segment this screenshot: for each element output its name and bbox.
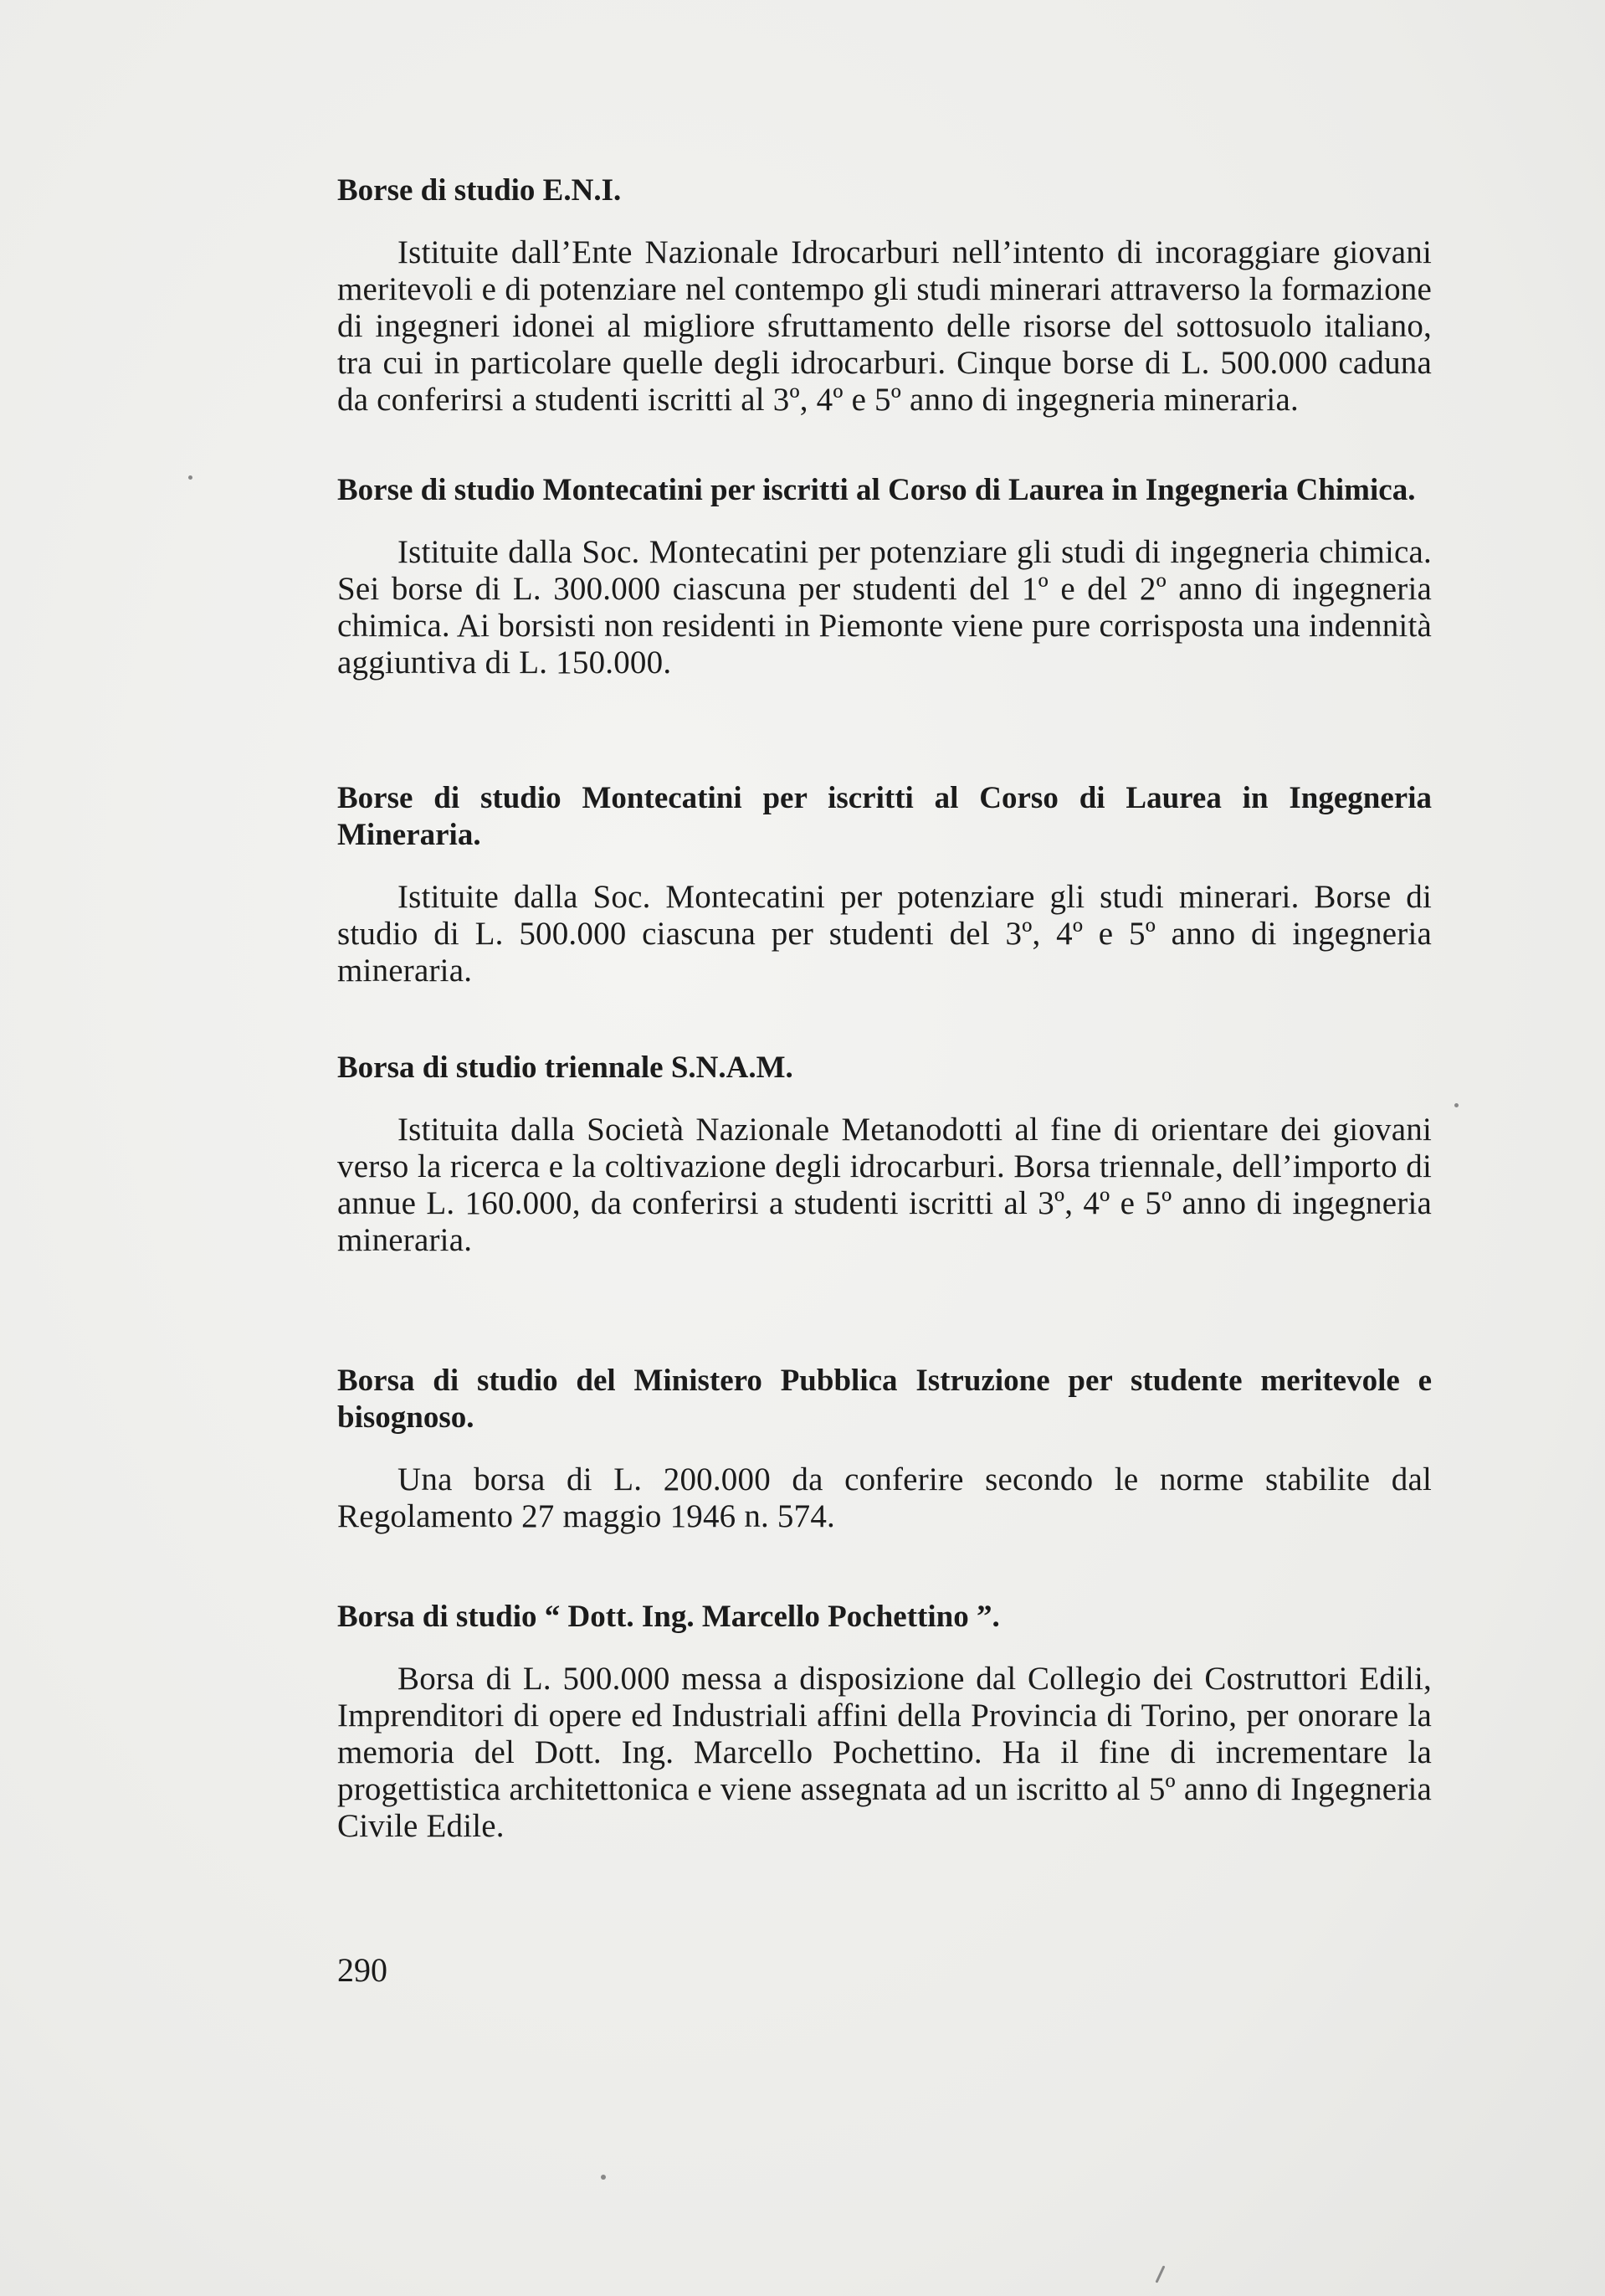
section-paragraph: Una borsa di L. 200.000 da conferire secondo le norme stabilite dal Regolamento 27 maggio 1946 n. 574. [337, 1461, 1432, 1534]
paper-speck [1454, 1103, 1459, 1107]
section-heading: Borse di studio Montecatini per iscritti al Corso di Laurea in Ingegneria Chimica. [337, 473, 1416, 507]
document-body [337, 172, 1432, 1845]
section-eni-scholarships [337, 172, 1432, 419]
section-pochettino-scholarship [337, 1599, 1432, 1845]
paper-speck [1155, 2265, 1165, 2283]
paper-speck [601, 2175, 606, 2180]
spacer [337, 989, 1432, 1050]
section-paragraph: Istituite dalla Soc. Montecatini per potenziare gli studi di ingegneria chimica. Sei borse di L. 300.000 ciascuna per studenti del 1º e del 2º anno di ingegneria chimica. Ai borsisti non residenti in Piemonte viene pure corrisposta una indennità aggiuntiva di L. 150.000. [337, 534, 1432, 681]
spacer [337, 1535, 1432, 1599]
section-heading: Borse di studio Montecatini per iscritti al Corso di Laurea in Ingegneria Mineraria. [337, 781, 1432, 852]
spacer [337, 681, 1432, 780]
section-ministry-scholarship [337, 1363, 1432, 1535]
section-heading: Borse di studio E.N.I. [337, 173, 622, 208]
section-heading: Borsa di studio del Ministero Pubblica Istruzione per studente meritevole e bisognoso. [337, 1364, 1432, 1435]
section-montecatini-chemical [337, 472, 1432, 681]
section-paragraph: Borsa di L. 500.000 messa a disposizione dal Collegio dei Costruttori Edili, Imprenditori di opere ed Industriali affini della Provincia di Torino, per onorare la memoria del Dott. Ing. Marcello Pochettino. Ha il fine di incrementare la progettistica architettonica e viene assegnata ad un iscritto al 5º anno di Ingegneria Civile Edile. [337, 1661, 1432, 1844]
section-paragraph: Istituite dalla Soc. Montecatini per potenziare gli studi minerari. Borse di studio di L. 500.000 ciascuna per studenti del 3º, 4º e 5º anno di ingegneria mineraria. [337, 879, 1432, 989]
paper-speck [188, 475, 192, 480]
spacer [337, 419, 1432, 472]
section-snam-scholarship [337, 1050, 1432, 1259]
section-heading: Borsa di studio triennale S.N.A.M. [337, 1050, 793, 1085]
section-paragraph: Istituite dall’Ente Nazionale Idrocarburi nell’intento di incoraggiare giovani meritevoli e di potenziare nel contempo gli studi minerari attraverso la formazione di ingegneri idonei al migliore sfruttamento delle risorse del sottosuolo italiano, tra cui in particolare quelle degli idrocarburi. Cinque borse di L. 500.000 caduna da conferirsi a studenti iscritti al 3º, 4º e 5º anno di ingegneria mineraria. [337, 234, 1432, 418]
section-paragraph: Istituita dalla Società Nazionale Metanodotti al fine di orientare dei giovani verso la ricerca e la coltivazione degli idrocarburi. Borsa triennale, dell’importo di annue L. 160.000, da conferirsi a studenti iscritti al 3º, 4º e 5º anno di ingegneria mineraria. [337, 1112, 1432, 1258]
section-montecatini-mining [337, 780, 1432, 989]
page-number: 290 [337, 1951, 387, 1989]
section-heading: Borsa di studio “ Dott. Ing. Marcello Pochettino ”. [337, 1600, 1000, 1634]
spacer [337, 1259, 1432, 1363]
